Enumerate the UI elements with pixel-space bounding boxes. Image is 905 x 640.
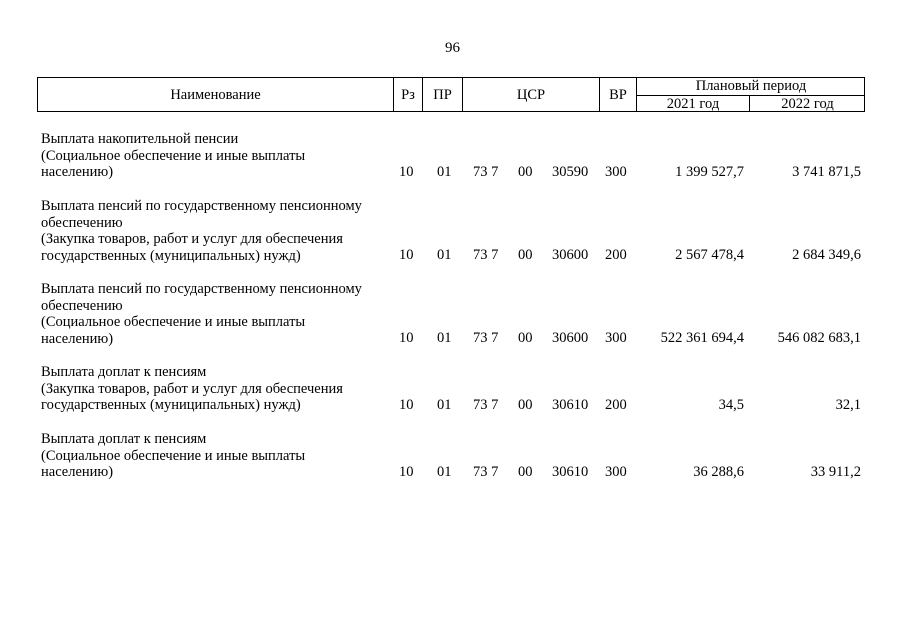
row-csr-program: 73 7	[473, 164, 499, 180]
row-csr-subprogram: 00	[518, 397, 533, 413]
row-csr-program: 73 7	[473, 464, 499, 480]
row-csr-program: 73 7	[473, 330, 499, 346]
row-csr-code: 30590	[552, 164, 589, 180]
row-amount-2021: 522 361 694,4	[660, 330, 744, 346]
row-name	[41, 131, 401, 181]
row-vr: 300	[605, 464, 627, 480]
row-amount-2022: 546 082 683,1	[777, 330, 861, 346]
row-name-line: Выплата пенсий по государственному пенсионному	[41, 198, 362, 214]
header-rz: Рз	[401, 87, 415, 103]
row-name	[41, 281, 401, 347]
header-csr: ЦСР	[516, 87, 546, 103]
row-name	[41, 364, 401, 414]
header-vr: ВР	[609, 87, 627, 103]
row-amount-2021: 36 288,6	[693, 464, 744, 480]
row-csr-subprogram: 00	[518, 247, 533, 263]
row-amount-2021: 34,5	[718, 397, 744, 413]
row-pr: 01	[437, 464, 452, 480]
row-csr-subprogram: 00	[518, 464, 533, 480]
header-pr: ПР	[433, 87, 452, 103]
row-name-line: (Закупка товаров, работ и услуг для обеспечения	[41, 380, 343, 397]
row-amount-2022: 33 911,2	[810, 464, 861, 480]
row-pr: 01	[437, 164, 452, 180]
row-csr-code: 30600	[552, 330, 589, 346]
row-name-line: государственных (муниципальных) нужд)	[41, 397, 301, 413]
row-name-line: Выплата доплат к пенсиям	[41, 431, 207, 447]
row-csr-code: 30610	[552, 397, 589, 413]
page-number: 96	[445, 40, 460, 56]
row-csr-code: 30600	[552, 247, 589, 263]
header-planning-period: Плановый период	[695, 78, 807, 94]
header-name: Наименование	[170, 87, 261, 103]
row-name-line: Выплата пенсий по государственному пенсионному	[41, 281, 362, 297]
row-rz: 10	[399, 330, 414, 346]
row-name-line: населению)	[41, 330, 114, 347]
row-csr-subprogram: 00	[518, 164, 533, 180]
row-vr: 200	[605, 397, 627, 413]
row-name-line: обеспечению	[41, 214, 123, 231]
row-rz: 10	[399, 397, 414, 413]
row-name	[41, 431, 401, 481]
row-pr: 01	[437, 247, 452, 263]
row-name-line: (Социальное обеспечение и иные выплаты	[41, 147, 306, 164]
row-name-line: (Закупка товаров, работ и услуг для обеспечения	[41, 231, 343, 247]
row-amount-2021: 1 399 527,7	[675, 164, 744, 180]
row-vr: 200	[605, 247, 627, 263]
row-amount-2022: 32,1	[835, 397, 861, 413]
row-name	[41, 198, 401, 264]
row-name-line: обеспечению	[41, 297, 123, 314]
row-name-line: Выплата накопительной пенсии	[41, 131, 239, 147]
header-year-2022: 2022 год	[781, 96, 834, 112]
row-name-line: Выплата доплат к пенсиям	[41, 364, 207, 380]
row-pr: 01	[437, 330, 452, 346]
row-rz: 10	[399, 247, 414, 263]
row-rz: 10	[399, 164, 414, 180]
row-amount-2022: 2 684 349,6	[792, 247, 861, 263]
row-pr: 01	[437, 397, 452, 413]
row-name-line: населению)	[41, 164, 114, 180]
row-csr-program: 73 7	[473, 247, 499, 263]
row-rz: 10	[399, 464, 414, 480]
row-amount-2022: 3 741 871,5	[792, 164, 861, 180]
row-name-line: государственных (муниципальных) нужд)	[41, 247, 301, 264]
row-name-line: населению)	[41, 464, 114, 480]
row-name-line: (Социальное обеспечение и иные выплаты	[41, 314, 306, 330]
row-amount-2021: 2 567 478,4	[675, 247, 744, 263]
row-csr-program: 73 7	[473, 397, 499, 413]
row-csr-code: 30610	[552, 464, 589, 480]
header-year-2021: 2021 год	[666, 96, 720, 112]
row-csr-subprogram: 00	[518, 330, 533, 346]
row-vr: 300	[605, 164, 627, 180]
row-name-line: (Социальное обеспечение и иные выплаты	[41, 447, 306, 464]
row-vr: 300	[605, 330, 627, 346]
